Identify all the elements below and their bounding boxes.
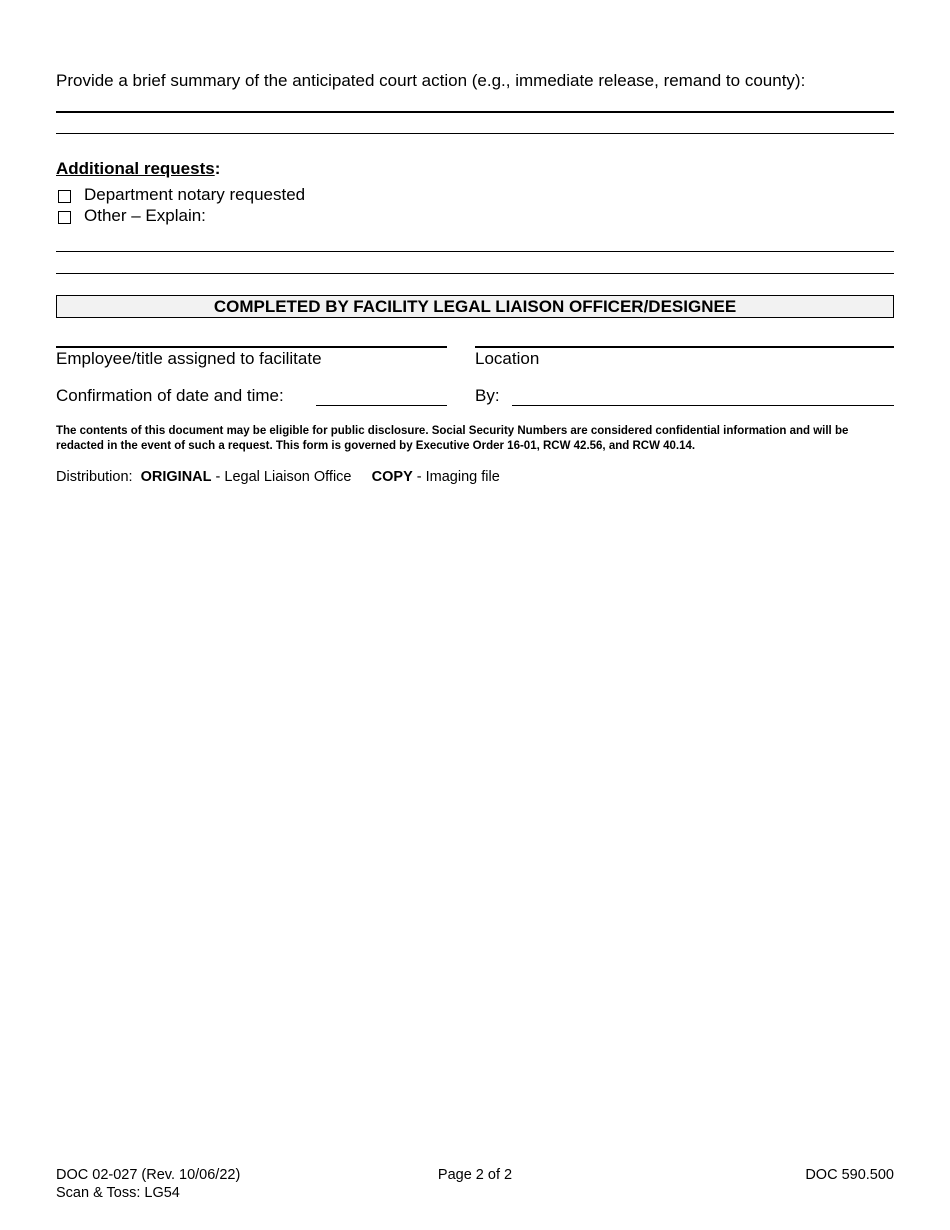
distribution-copy-dest: - Imaging file <box>412 469 500 485</box>
liaison-section-header: COMPLETED BY FACILITY LEGAL LIAISON OFFICER/DESIGNEE <box>56 295 894 318</box>
footer-policy-number: DOC 590.500 <box>805 1167 894 1183</box>
notary-checkbox[interactable] <box>58 190 71 203</box>
summary-prompt: Provide a brief summary of the anticipated court action (e.g., immediate release, remand to county): <box>56 71 806 90</box>
other-checkbox[interactable] <box>58 211 71 224</box>
distribution-copy: COPY <box>371 469 413 485</box>
explain-line-2[interactable] <box>56 273 894 274</box>
summary-line-2[interactable] <box>56 133 894 134</box>
distribution-line <box>56 468 500 486</box>
other-label: Other – Explain: <box>84 206 206 225</box>
footer-scan-toss: Scan & Toss: LG54 <box>56 1185 180 1201</box>
footer-page-number: Page 2 of 2 <box>437 1167 513 1183</box>
employee-field-line[interactable] <box>56 346 447 348</box>
confirmation-label: Confirmation of date and time: <box>56 386 284 405</box>
disclosure-notice: The contents of this document may be eligible for public disclosure. Social Security Numbers are considered confidential information and will be redacted in the event of such a request. This form is governed by Executive Order 16-01, RCW 42.56, and RCW 40.14. <box>56 425 849 452</box>
explain-line-1[interactable] <box>56 251 894 252</box>
distribution-original-dest: - Legal Liaison Office <box>211 469 352 485</box>
notary-label: Department notary requested <box>84 185 306 204</box>
location-label: Location <box>475 349 540 368</box>
location-field-line[interactable] <box>475 346 894 348</box>
employee-label: Employee/title assigned to facilitate <box>56 349 322 368</box>
distribution-prefix: Distribution: <box>56 469 133 485</box>
summary-line-1[interactable] <box>56 111 894 113</box>
by-label: By: <box>475 386 500 405</box>
additional-requests-colon: : <box>214 159 221 178</box>
confirmation-field-line[interactable] <box>316 405 447 406</box>
additional-requests-heading <box>56 159 220 179</box>
footer-form-id: DOC 02-027 (Rev. 10/06/22) <box>56 1167 241 1183</box>
additional-requests-heading-text: Additional requests <box>56 159 215 178</box>
distribution-original: ORIGINAL <box>140 469 212 485</box>
by-field-line[interactable] <box>512 405 894 406</box>
